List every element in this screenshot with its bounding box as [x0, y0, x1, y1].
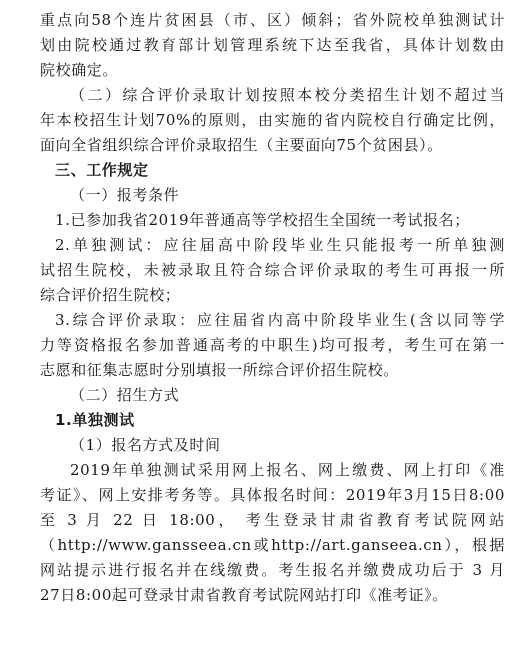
- item-heading: （1）报名方式及时间: [70, 436, 221, 454]
- text-line-2: 划由院校通过教育部计划管理系统下达至我省，具体计划数由: [40, 36, 505, 54]
- text-line-23: 网站提示进行报名并在线缴费。考生报名并缴费成功后于 3 月: [40, 561, 505, 579]
- text-line-10: 2.单独测试：应往届高中阶段毕业生只能报考一所单独测: [55, 236, 505, 254]
- text-line-24: 27日8:00起可登录甘肃省教育考试院网站打印《准考证》。: [40, 586, 448, 604]
- subsection-heading-2: （二）招生方式: [70, 386, 180, 404]
- text-line-6: 面向全省组织综合评价录取招生（主要面向75个贫困县）。: [40, 136, 443, 154]
- text-line-14: 力等资格报名参加普通高考的中职生)均可报考，考生可在第一: [40, 336, 505, 354]
- text-line-4: （二）综合评价录取计划按照本校分类招生计划不超过当: [70, 86, 505, 104]
- text-line-9: 1.已参加我省2019年普通高等学校招生全国统一考试报名；: [55, 211, 470, 229]
- text-line-1: 重点向58个连片贫困县（市、区）倾斜；省外院校单独测试计: [40, 11, 505, 29]
- text-line-3: 院校确定。: [40, 61, 119, 79]
- subsection-heading-1: （一）报考条件: [70, 186, 180, 204]
- text-line-12: 综合评价招生院校；: [40, 286, 181, 304]
- text-line-22: （http://www.gansseea.cn或http://art.ganseea.cn），根据: [40, 536, 505, 554]
- bold-heading: 1.单独测试: [55, 411, 135, 429]
- text-line-15: 志愿和征集志愿时分别填报一所综合评价招生院校。: [40, 361, 399, 379]
- text-line-5: 年本校招生计划70%的原则，由实施的省内院校自行确定比例，: [40, 111, 505, 129]
- text-line-13: 3.综合评价录取：应往届省内高中阶段毕业生(含以同等学: [55, 311, 505, 329]
- text-line-11: 试招生院校，未被录取且符合综合评价录取的考生可再报一所: [40, 261, 505, 279]
- text-line-19: 2019年单独测试采用网上报名、网上缴费、网上打印《准: [70, 461, 505, 479]
- section-heading: 三、工作规定: [55, 161, 149, 179]
- text-line-20: 考证》、网上安排考务等。具体报名时间：2019年3月15日8:00: [40, 486, 505, 504]
- text-line-21: 至 3 月 22 日 18:00， 考生登录甘肃省教育考试院网站: [40, 511, 505, 529]
